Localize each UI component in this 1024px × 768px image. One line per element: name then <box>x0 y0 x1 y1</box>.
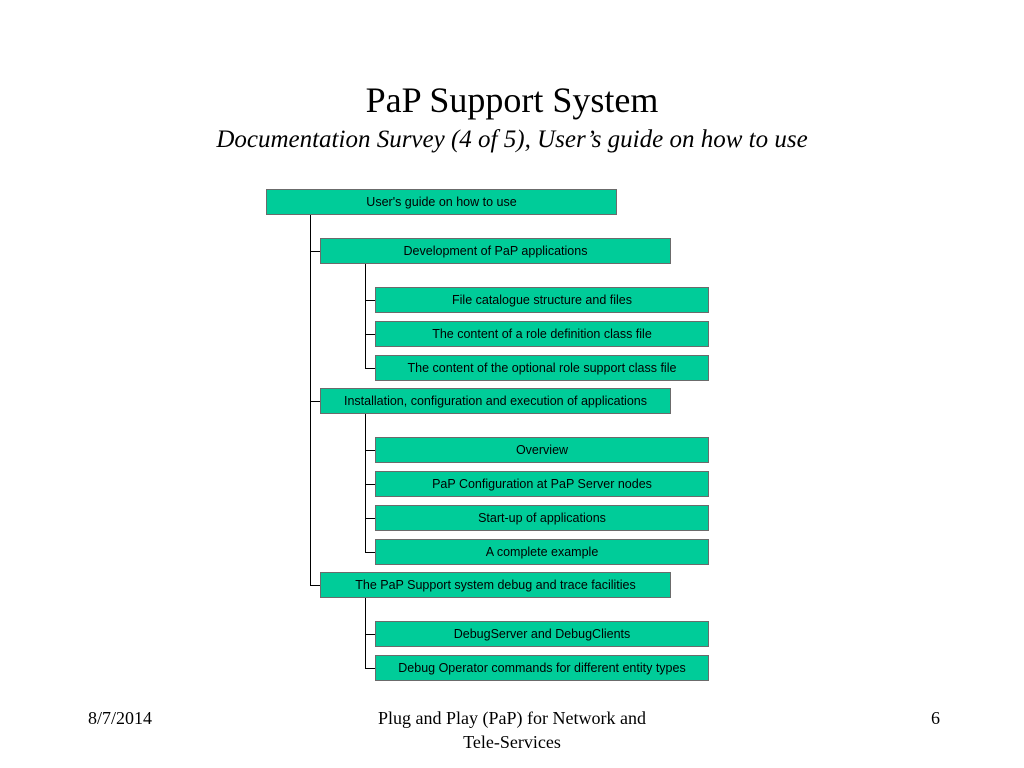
branch-line-item-1-3 <box>365 368 375 369</box>
footer-date: 8/7/2014 <box>88 708 153 728</box>
branch-line-item-1-1 <box>365 300 375 301</box>
slide-title: PaP Support System <box>365 80 659 120</box>
item-node-overview: Overview <box>375 437 709 463</box>
branch-line-item-1-2 <box>365 334 375 335</box>
trunk-line-section-3 <box>365 598 366 668</box>
trunk-line-section-1 <box>365 264 366 368</box>
root-node: User's guide on how to use <box>266 189 617 215</box>
item-node-complete-example: A complete example <box>375 539 709 565</box>
page-number: 6 <box>931 708 940 728</box>
branch-line-section-1 <box>310 251 320 252</box>
section-node-installation: Installation, configuration and execution of applications <box>320 388 671 414</box>
item-node-role-definition: The content of a role definition class file <box>375 321 709 347</box>
item-node-file-catalogue: File catalogue structure and files <box>375 287 709 313</box>
slide-subtitle: Documentation Survey (4 of 5), User’s guide on how to use <box>216 126 808 153</box>
branch-line-item-2-4 <box>365 552 375 553</box>
footer-title <box>312 706 712 754</box>
item-node-role-support: The content of the optional role support class file <box>375 355 709 381</box>
item-node-debugserver: DebugServer and DebugClients <box>375 621 709 647</box>
branch-line-item-3-1 <box>365 634 375 635</box>
branch-line-item-2-2 <box>365 484 375 485</box>
branch-line-item-3-2 <box>365 668 375 669</box>
branch-line-item-2-3 <box>365 518 375 519</box>
footer-title-line-1: Plug and Play (PaP) for Network and <box>378 708 646 728</box>
branch-line-section-2 <box>310 401 320 402</box>
trunk-line-section-2 <box>365 414 366 552</box>
item-node-debug-operator: Debug Operator commands for different entity types <box>375 655 709 681</box>
branch-line-item-2-1 <box>365 450 375 451</box>
item-node-startup: Start-up of applications <box>375 505 709 531</box>
section-node-development: Development of PaP applications <box>320 238 671 264</box>
footer-title-line-2: Tele-Services <box>463 732 561 752</box>
branch-line-section-3 <box>310 585 320 586</box>
section-node-debug: The PaP Support system debug and trace facilities <box>320 572 671 598</box>
item-node-pap-configuration: PaP Configuration at PaP Server nodes <box>375 471 709 497</box>
